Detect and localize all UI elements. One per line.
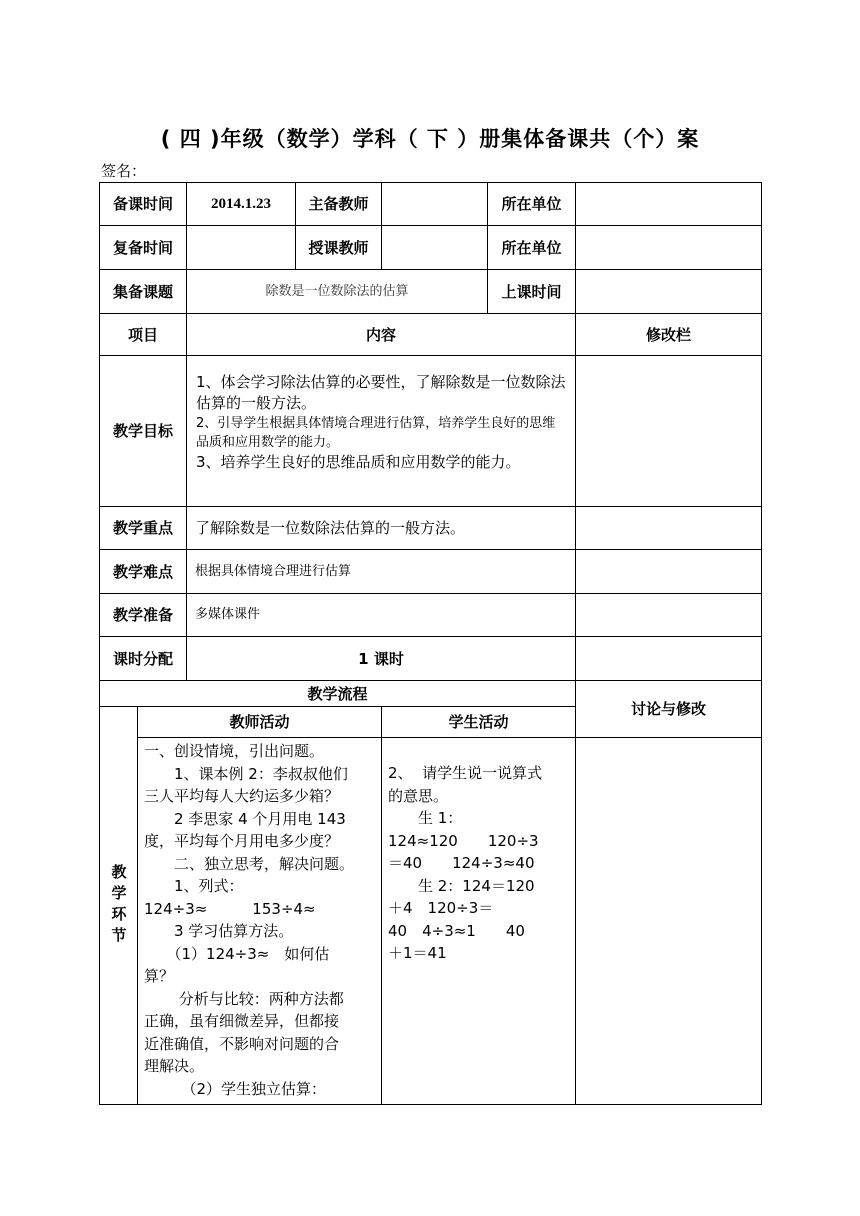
teacher-header: 教师活动 [137,706,382,738]
topic-value: 除数是一位数除法的估算 [186,269,488,314]
periods-value: 1 课时 [186,636,576,681]
preparation-label: 教学准备 [99,593,187,637]
student-activity-line: ＝40 124÷3≈40 [388,854,535,872]
teacher-activity-line: 1、课本例 2：李叔叔他们 [144,764,348,783]
sign-label: 签名： [101,162,147,180]
unit-label-2: 所在单位 [487,225,576,270]
student-activity-line: 生 2：124＝120 [388,876,535,895]
discussion-column [575,737,762,1105]
class-time-value [575,269,762,314]
review-time-label: 复备时间 [99,225,187,270]
prep-time-value: 2014.1.23 [186,182,296,226]
goals-content [186,355,576,507]
teacher-activity-line: 2 李思家 4 个月用电 143 [144,809,346,828]
key-point-revision [575,506,762,550]
goal-line-1: 1、体会学习除法估算的必要性，了解除数是一位数除法估算的一般方法。 [196,373,566,412]
difficulty-label: 教学难点 [99,549,187,594]
flow-label: 教学流程 [99,680,576,707]
discussion-label: 讨论与修改 [575,680,762,738]
teacher-activities [137,737,382,1105]
class-time-label: 上课时间 [487,269,576,314]
student-header: 学生活动 [381,706,576,738]
content-header: 内容 [186,313,576,356]
teaching-teacher-label: 授课教师 [295,225,382,270]
preparation-value: 多媒体课件 [186,593,576,637]
lead-teacher-value [381,182,488,226]
teacher-activity-line: （1）124÷3≈ 如何估 [144,944,330,963]
student-activity-line: 40 4÷3≈1 40 [388,921,525,940]
periods-label: 课时分配 [99,636,187,681]
teaching-teacher-value [381,225,488,270]
unit-value-2 [575,225,762,270]
teacher-activity-line: （2）学生独立估算： [144,1079,327,1098]
teacher-activity-line: 一、创设情境，引出问题。 [144,742,325,760]
review-time-value [186,225,296,270]
lead-teacher-label: 主备教师 [295,182,382,226]
prep-time-label: 备课时间 [99,182,187,226]
teacher-activity-line: 理解决。 [144,1057,205,1075]
revision-header: 修改栏 [575,313,762,356]
student-activity-line: 生 1： [388,809,463,827]
difficulty-revision [575,549,762,594]
goal-line-3: 3、培养学生良好的思维品质和应用数学的能力。 [196,453,521,471]
goals-label: 教学目标 [99,355,187,507]
student-activity-line: ＋4 120÷3＝ [388,899,494,917]
section-label-text: 教学环节 [109,863,128,948]
student-activity-line: 的意思。 [388,786,449,805]
item-header: 项目 [99,313,187,356]
unit-value-1 [575,182,762,226]
section-label [99,706,138,1105]
topic-label: 集备课题 [99,269,187,314]
student-activity-line: 2、 请学生说一说算式 [388,764,543,782]
teacher-activity-line: 124÷3≈ 153÷4≈ [144,899,316,918]
key-point-value: 了解除数是一位数除法估算的一般方法。 [186,506,576,550]
teacher-activity-line: 分析与比较：两种方法都 [144,989,344,1008]
student-activity-line: 124≈120 120÷3 [388,831,539,850]
teacher-activity-line: 1、列式： [144,877,244,895]
student-activity-line: ＋1＝41 [388,944,447,962]
teacher-activity-line: 正确，虽有细微差异，但都接 [144,1012,340,1030]
goals-revision [575,355,762,507]
teacher-activity-line: 三人平均每人大约运多少箱？ [144,787,340,805]
preparation-revision [575,593,762,637]
teacher-activity-line: 度，平均每个月用电多少度？ [144,832,340,850]
difficulty-value: 根据具体情境合理进行估算 [186,549,576,594]
teacher-activity-line: 算？ [144,967,175,985]
periods-revision [575,636,762,681]
teacher-activity-line: 二、独立思考，解决问题。 [144,854,355,873]
page-title: ( 四 )年级（数学）学科（ 下 ）册集体备课共（个）案 [160,127,700,151]
unit-label-1: 所在单位 [487,182,576,226]
goal-line-2: 2、引导学生根据具体情境合理进行估算，培养学生良好的思维品质和应用数学的能力。 [196,416,556,450]
teacher-activity-line: 近准确值，不影响对问题的合 [144,1034,340,1053]
student-activities [381,737,576,1105]
teacher-activity-line: 3 学习估算方法。 [144,922,294,940]
key-point-label: 教学重点 [99,506,187,550]
